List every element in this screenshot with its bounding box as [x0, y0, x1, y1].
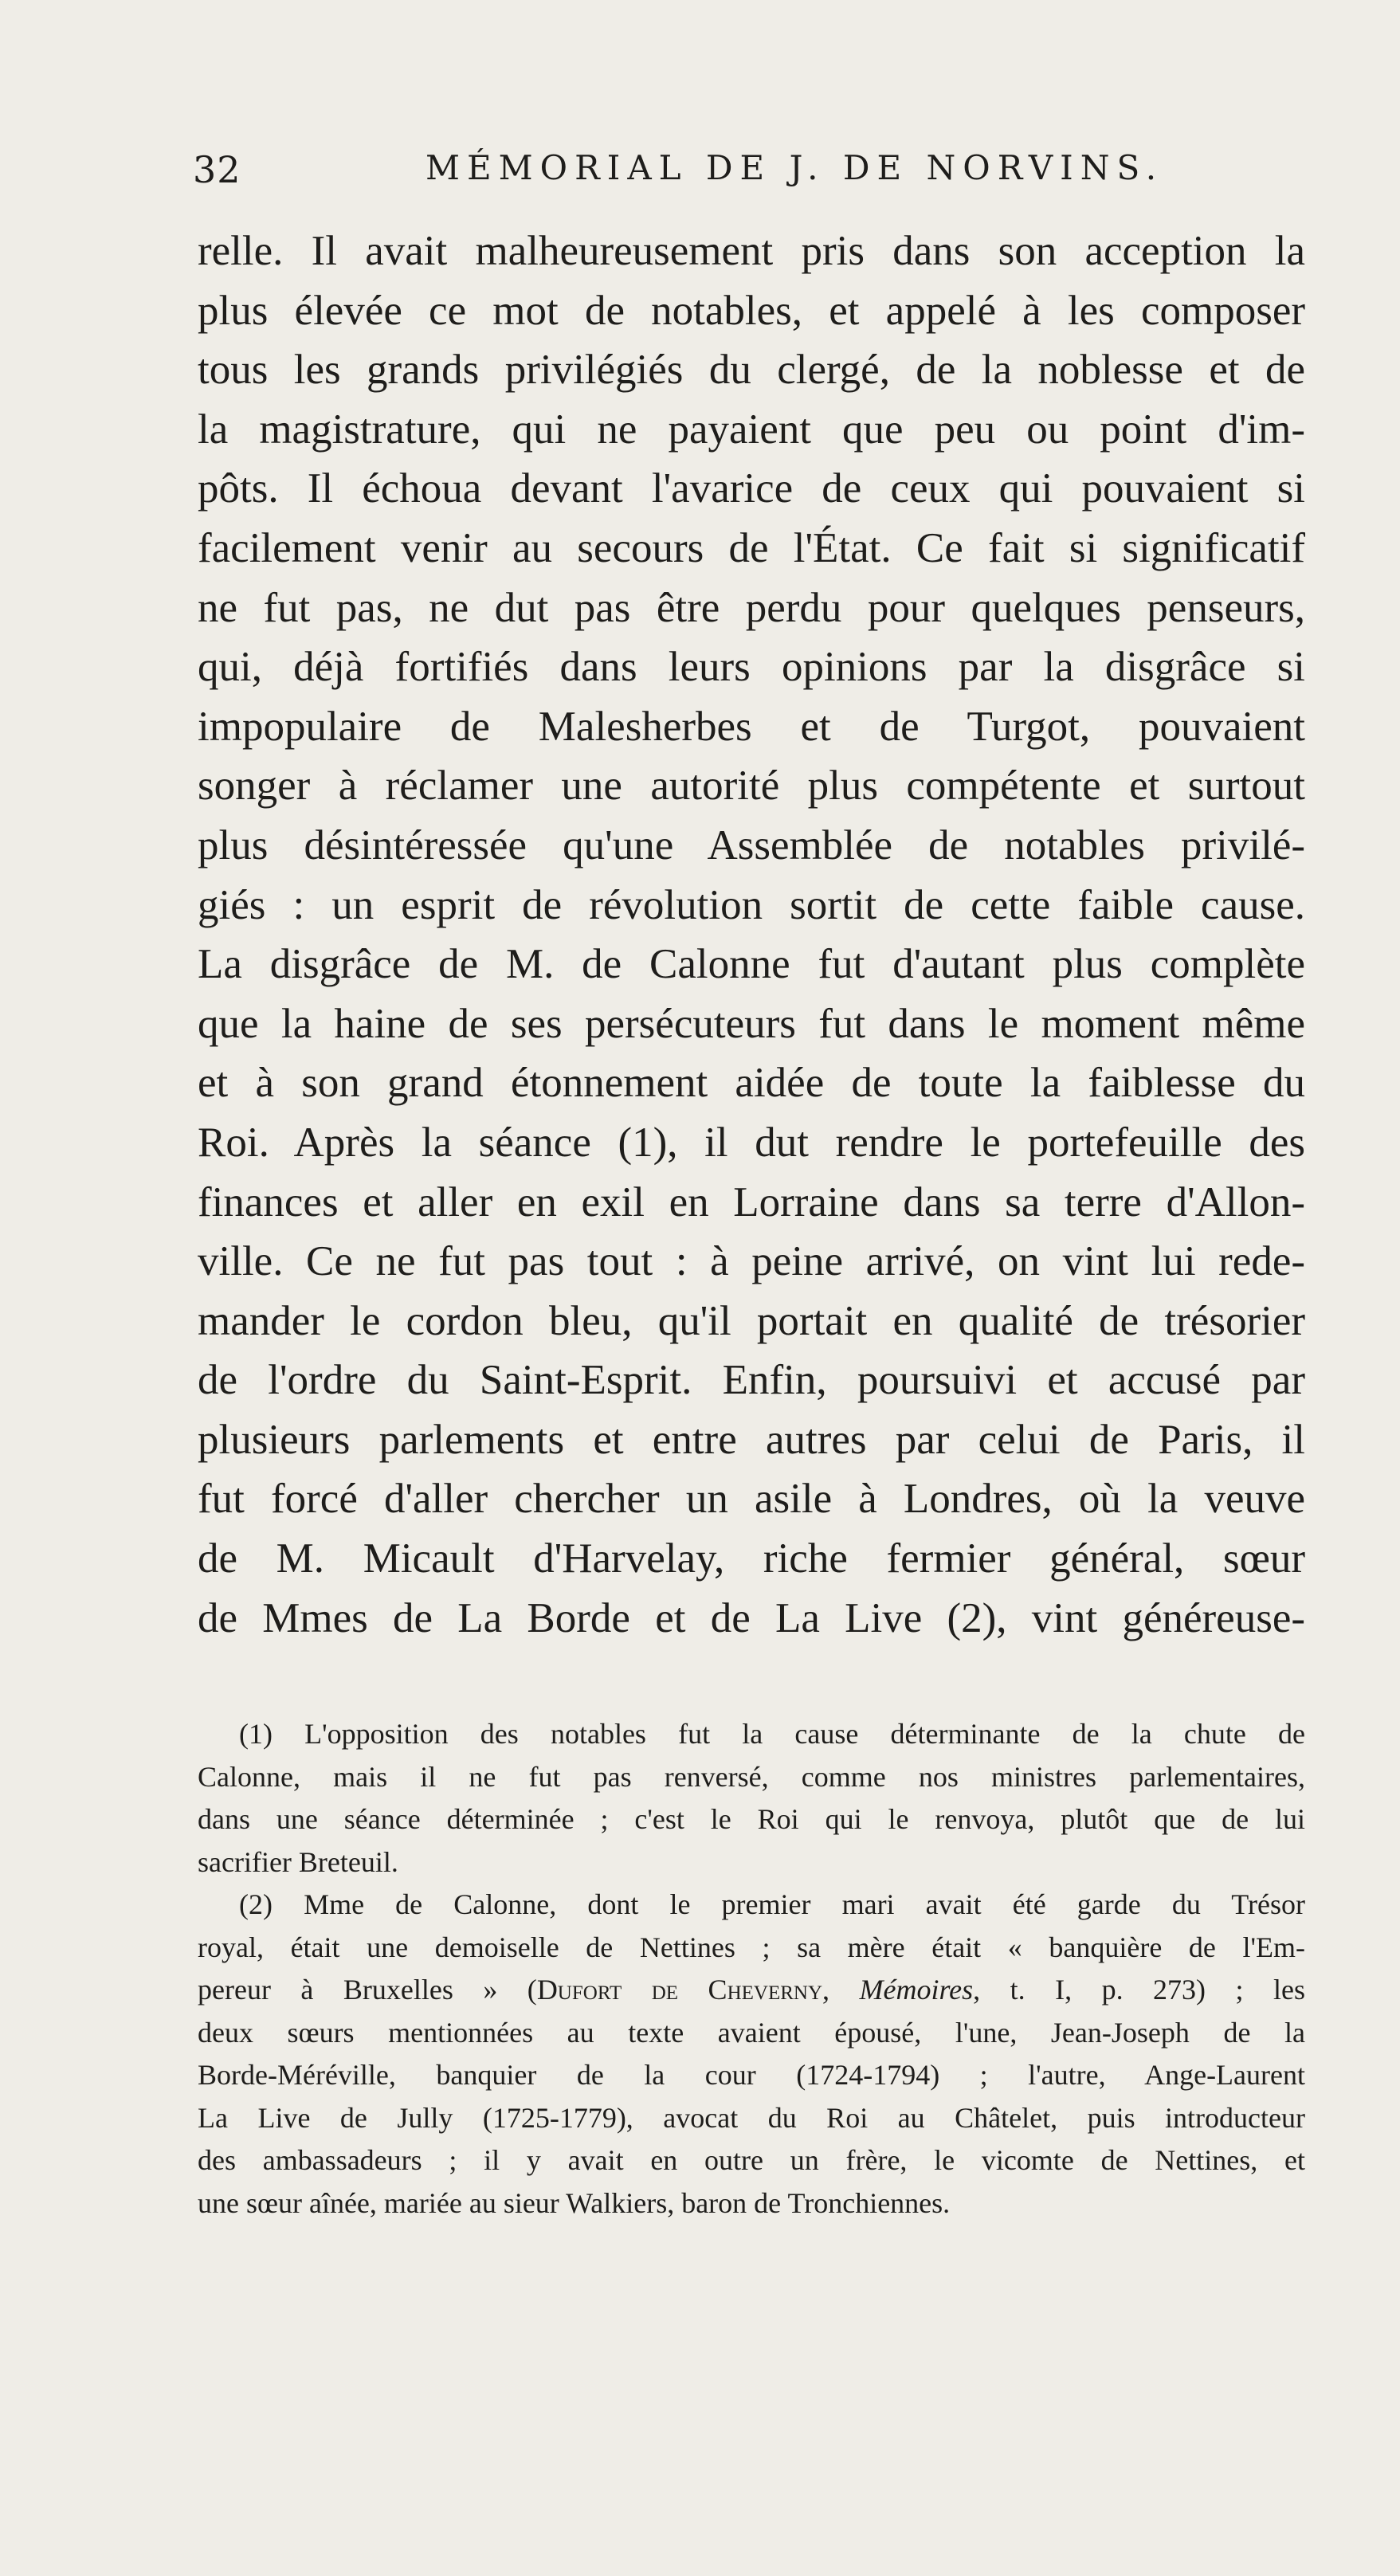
- citation-separator: ,: [822, 1974, 860, 2006]
- citation-suffix: , t. I, p. 273) ; les: [973, 1974, 1306, 2006]
- text-line: impopulaire de Malesherbes et de Turgot, pouvaient: [198, 703, 1305, 750]
- text-line: mander le cordon bleu, qu'il portait en qualité de trésorier: [198, 1297, 1305, 1344]
- text-line: que la haine de ses persécuteurs fut dans le moment même: [198, 1000, 1305, 1047]
- text-line: et à son grand étonnement aidée de toute la faiblesse du: [198, 1060, 1305, 1107]
- text-line: relle. Il avait malheureusement pris dans son acception la: [198, 228, 1305, 274]
- footnote-line: La Live de Jully (1725-1779), avocat du Roi au Châtelet, puis introducteur: [198, 2101, 1305, 2134]
- text-line: qui, déjà fortifiés dans leurs opinions par la disgrâce si: [198, 644, 1305, 691]
- footnote-line: Borde-Méréville, banquier de la cour (1724-1794) ; l'autre, Ange-Laurent: [198, 2059, 1305, 2091]
- running-title: MÉMORIAL DE J. DE NORVINS.: [425, 148, 1164, 187]
- footnote-line: (1) L'opposition des notables fut la cause déterminante de la chute de: [239, 1718, 1305, 1750]
- text-line: fut forcé d'aller chercher un asile à Londres, où la veuve: [198, 1476, 1305, 1523]
- text-line: de l'ordre du Saint-Esprit. Enfin, poursuivi et accusé par: [198, 1357, 1305, 1404]
- footnote-line: Calonne, mais il ne fut pas renversé, comme nos ministres parlementaires,: [198, 1760, 1305, 1793]
- footnote-2: [198, 1884, 1305, 2225]
- text-line: songer à réclamer une autorité plus compétente et surtout: [198, 763, 1305, 810]
- footnotes: [198, 1713, 1305, 2225]
- footnote-line: royal, était une demoiselle de Nettines ; sa mère était « banquière de l'Em-: [198, 1931, 1305, 1963]
- text-line: giés : un esprit de révolution sortit de cette faible cause.: [198, 881, 1305, 928]
- text-line: tous les grands privilégiés du clergé, de la noblesse et de: [198, 347, 1305, 394]
- footnote-line: une sœur aînée, mariée au sieur Walkiers, baron de Tronchiennes.: [198, 2186, 951, 2219]
- text-line: la magistrature, qui ne payaient que peu ou point d'im-: [198, 406, 1305, 453]
- footnote-line: (2) Mme de Calonne, dont le premier mari avait été garde du Trésor: [239, 1888, 1305, 1920]
- footnote-line: des ambassadeurs ; il y avait en outre un frère, le vicomte de Nettines, et: [198, 2144, 1305, 2176]
- page-number: 32: [193, 148, 241, 191]
- citation-work: Mémoires: [859, 1974, 974, 2006]
- text-line: pôts. Il échoua devant l'avarice de ceux qui pouvaient si: [198, 465, 1305, 512]
- text-line: facilement venir au secours de l'État. Ce fait si significatif: [198, 524, 1305, 571]
- text-line: de Mmes de La Borde et de La Live (2), vint généreuse-: [198, 1594, 1305, 1641]
- text-line: plus élevée ce mot de notables, et appelé à les composer: [198, 287, 1305, 334]
- footnote-line: sacrifier Breteuil.: [198, 1845, 398, 1878]
- footnote-line: dans une séance déterminée ; c'est le Roi qui le renvoya, plutôt que de lui: [198, 1803, 1305, 1835]
- text-line: plus désintéressée qu'une Assemblée de notables privilé-: [198, 821, 1305, 868]
- citation-prefix: pereur à Bruxelles » (: [198, 1974, 537, 2006]
- footnote-1: [198, 1713, 1305, 1884]
- text-line: de M. Micault d'Harvelay, riche fermier général, sœur: [198, 1535, 1305, 1582]
- text-line: plusieurs parlements et entre autres par celui de Paris, il: [198, 1416, 1305, 1463]
- text-line: finances et aller en exil en Lorraine dans sa terre d'Allon-: [198, 1178, 1305, 1225]
- main-text: [198, 222, 1305, 1648]
- text-line: La disgrâce de M. de Calonne fut d'autant plus complète: [198, 941, 1305, 988]
- text-line: ville. Ce ne fut pas tout : à peine arrivé, on vint lui rede-: [198, 1238, 1305, 1285]
- text-line: Roi. Après la séance (1), il dut rendre le portefeuille des: [198, 1119, 1305, 1166]
- footnote-line-citation: [198, 1969, 1305, 2012]
- citation-author: Dufort de Cheverny: [536, 1974, 823, 2006]
- footnote-line: deux sœurs mentionnées au texte avaient épousé, l'une, Jean-Joseph de la: [198, 2016, 1305, 2049]
- text-line: ne fut pas, ne dut pas être perdu pour quelques penseurs,: [198, 584, 1305, 631]
